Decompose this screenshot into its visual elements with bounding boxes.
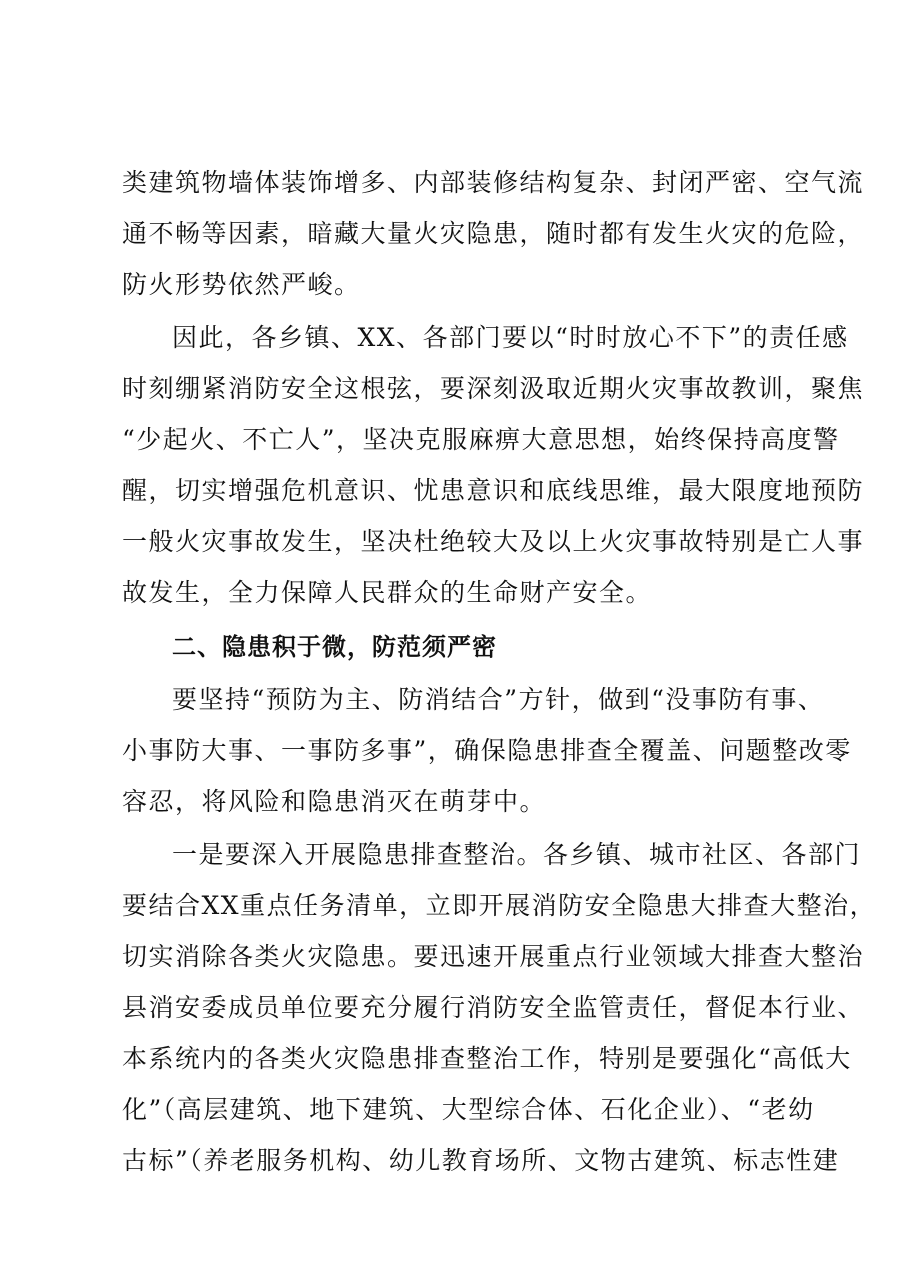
text-line: 化”（高层建筑、地下建筑、大型综合体、石化企业）、“老幼 bbox=[122, 1095, 815, 1124]
text-line: 类建筑物墙体装饰增多、内部装修结构复杂、封闭严密、空气流 bbox=[122, 168, 865, 197]
text-line: 容忍，将风险和隐患消灭在萌芽中。 bbox=[122, 787, 547, 816]
text-line: 要坚持“预防为主、防消结合”方针，做到“没事防有事、 bbox=[172, 685, 825, 714]
text-line: 通不畅等因素，暗藏大量火灾隐患，随时都有发生火灾的危险， bbox=[122, 219, 865, 248]
text-line: 醒，切实增强危机意识、忧患意识和底线思维，最大限度地预防 bbox=[122, 476, 865, 505]
text-line: 小事防大事、一事防多事”，确保隐患排查全覆盖、问题整改零 bbox=[122, 736, 852, 765]
text-line: 时刻绷紧消防安全这根弦，要深刻汲取近期火灾事故教训，聚焦 bbox=[122, 374, 865, 403]
text-line: 切实消除各类火灾隐患。要迅速开展重点行业领域大排查大整治 bbox=[122, 942, 865, 971]
text-line: 一是要深入开展隐患排查整治。各乡镇、城市社区、各部门 bbox=[172, 840, 862, 869]
text-line: 古标”（养老服务机构、幼儿教育场所、文物古建筑、标志性建 bbox=[122, 1146, 840, 1175]
text-line: 本系统内的各类火灾隐患排查整治工作，特别是要强化“高低大 bbox=[122, 1044, 852, 1073]
text-line: 一般火灾事故发生，坚决杜绝较大及以上火灾事故特别是亡人事 bbox=[122, 527, 865, 556]
text-line: 因此，各乡镇、XX、各部门要以“时时放心不下”的责任感 bbox=[172, 323, 849, 352]
text-line: 要结合XX重点任务清单，立即开展消防安全隐患大排查大整治， bbox=[122, 891, 877, 920]
text-line: 故发生，全力保障人民群众的生命财产安全。 bbox=[122, 578, 653, 607]
section-heading: 二、隐患积于微，防范须严密 bbox=[172, 633, 497, 661]
text-line: 防火形势依然严峻。 bbox=[122, 270, 361, 299]
text-line: “少起火、不亡人”，坚决克服麻痹大意思想，始终保持高度警 bbox=[122, 425, 840, 454]
text-line: 县消安委成员单位要充分履行消防安全监管责任，督促本行业、 bbox=[122, 993, 865, 1022]
